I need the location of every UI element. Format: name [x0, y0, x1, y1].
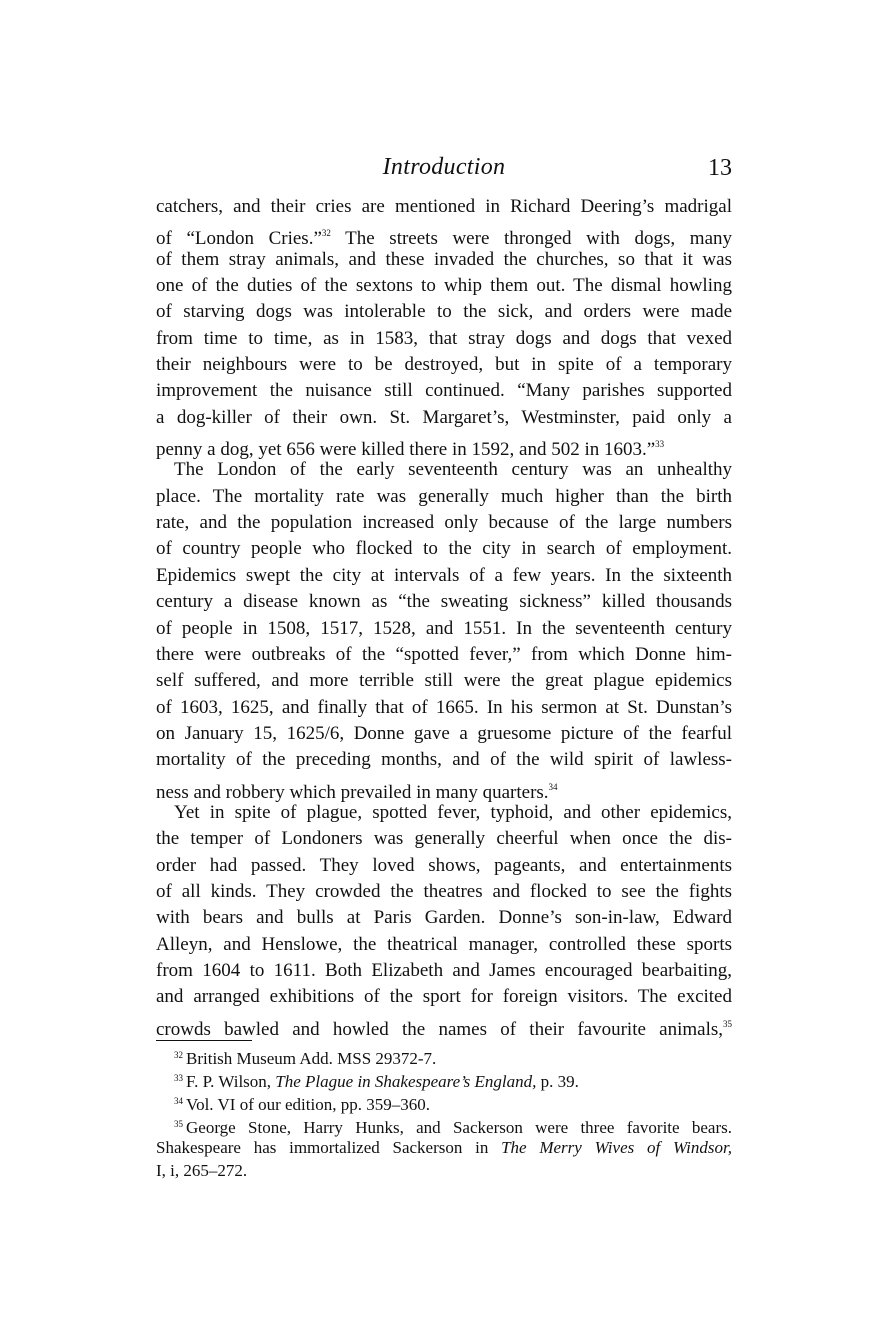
- line-text: a dog-killer of their own. St. Margaret’s, Westminster, paid only a: [156, 406, 732, 428]
- footnote-text: British Museum Add. MSS 29372-7.: [186, 1049, 437, 1068]
- text-line: [156, 536, 732, 562]
- footnotes: [156, 1044, 732, 1182]
- footnote-32: [156, 1044, 732, 1067]
- line-text: their neighbours were to be destroyed, but in spite of a temporary: [156, 354, 732, 376]
- text-line: [156, 642, 732, 668]
- line-text: from time to time, as in 1583, that stray dogs and dogs that vexed: [156, 327, 732, 349]
- footnote-35-continued: [156, 1136, 732, 1159]
- footnote-mark: 34: [174, 1096, 183, 1106]
- text-line: [156, 826, 732, 852]
- line-text: of starving dogs was intolerable to the sick, and orders were made: [156, 301, 732, 323]
- text-line: [156, 299, 732, 325]
- text-line: [156, 932, 732, 958]
- footnote-34: [156, 1090, 732, 1113]
- line-text: mortality of the preceding months, and of the wild spirit of lawless-: [156, 749, 732, 771]
- line-text: of them stray animals, and these invaded the churches, so that it was: [156, 248, 732, 270]
- text-line: [156, 800, 732, 826]
- line-text: Yet in spite of plague, spotted fever, typhoid, and other epidemics,: [174, 801, 732, 823]
- text-line: [156, 905, 732, 931]
- text-line: [156, 326, 732, 352]
- text-line: [156, 563, 732, 589]
- line-text: and arranged exhibitions of the sport for foreign visitors. The excited: [156, 986, 732, 1008]
- text-line: [156, 747, 732, 773]
- footnote-mark: 32: [174, 1050, 183, 1060]
- line-text: of 1603, 1625, and finally that of 1665. In his sermon at St. Dunstan’s: [156, 696, 732, 718]
- footnote-rule: [156, 1040, 252, 1041]
- text-line: [156, 510, 732, 536]
- footnote-mark: 35: [174, 1119, 183, 1129]
- line-text: Alleyn, and Henslowe, the theatrical manager, controlled these sports: [156, 933, 732, 955]
- text-line: [156, 484, 732, 510]
- running-head: [156, 154, 732, 186]
- footnote-reference: 32: [321, 228, 331, 239]
- running-head-title: Introduction: [382, 154, 506, 180]
- text-line: [156, 668, 732, 694]
- footnote-text: p. 39.: [536, 1072, 579, 1091]
- text-line: [156, 721, 732, 747]
- line-text: on January 15, 1625/6, Donne gave a gruesome picture of the fearful: [156, 722, 732, 744]
- text-line: [156, 194, 732, 220]
- page-number: 13: [708, 155, 732, 181]
- footnote-text: F. P. Wilson,: [186, 1072, 276, 1091]
- footnote-book-title: The Merry Wives of Windsor,: [501, 1138, 732, 1157]
- text-line: [156, 1011, 732, 1040]
- line-text: improvement the nuisance still continued. “Many parishes supported: [156, 380, 732, 402]
- footnote-35: [156, 1113, 732, 1136]
- line-text: place. The mortality rate was generally much higher than the birth: [156, 485, 732, 507]
- text-line: [156, 405, 732, 431]
- line-text: of people in 1508, 1517, 1528, and 1551. In the seventeenth century: [156, 617, 732, 639]
- line-text: penny a dog, yet 656 were killed there in 1592, and 502 in 1603.”: [156, 439, 656, 461]
- line-text: of country people who flocked to the city in search of employment.: [156, 538, 732, 560]
- footnote-reference: 33: [655, 439, 665, 450]
- text-line: [156, 352, 732, 378]
- line-text: self suffered, and more terrible still were the great plague epidemics: [156, 670, 732, 692]
- line-text: order had passed. They loved shows, pageants, and entertainments: [156, 854, 732, 876]
- line-text: with bears and bulls at Paris Garden. Donne’s son-in-law, Edward: [156, 907, 732, 929]
- text-line: [156, 695, 732, 721]
- line-text: of all kinds. They crowded the theatres and flocked to see the fights: [156, 880, 732, 902]
- footnote-text: George Stone, Harry Hunks, and Sackerson were three favorite bears.: [186, 1118, 732, 1137]
- footnote-mark: 33: [174, 1073, 183, 1083]
- line-text: ness and robbery which prevailed in many quarters.: [156, 781, 549, 803]
- line-text: from 1604 to 1611. Both Elizabeth and James encouraged bearbaiting,: [156, 959, 732, 981]
- line-text: one of the duties of the sextons to whip them out. The dismal howling: [156, 275, 732, 297]
- footnote-text: Vol. VI of our edition, pp. 359–360.: [186, 1095, 430, 1114]
- line-text: the temper of Londoners was generally cheerful when once the dis-: [156, 828, 732, 850]
- text-line: [156, 616, 732, 642]
- text-line: [156, 958, 732, 984]
- text-line: [156, 220, 733, 250]
- footnote-33: [156, 1067, 732, 1090]
- line-text: The London of the early seventeenth century was an unhealthy: [174, 459, 732, 481]
- line-text: catchers, and their cries are mentioned in Richard Deering’s madrigal: [156, 196, 732, 217]
- text-line: [156, 853, 732, 879]
- footnote-35-continued: [156, 1159, 732, 1182]
- line-text: there were outbreaks of the “spotted fever,” from which Donne him-: [156, 643, 732, 665]
- text-line: [156, 431, 732, 461]
- line-text: crowds bawled and howled the names of their favourite animals,: [156, 1018, 723, 1040]
- text-line: [156, 273, 732, 299]
- text-line: [156, 378, 732, 404]
- line-text: of “London Cries.”: [156, 228, 322, 250]
- text-line: [156, 247, 732, 273]
- line-text: The streets were thronged with dogs, many: [330, 228, 733, 250]
- line-text: rate, and the population increased only because of the large numbers: [156, 512, 732, 534]
- footnote-reference: 35: [723, 1018, 732, 1029]
- line-text: century a disease known as “the sweating sickness” killed thousands: [156, 591, 732, 613]
- footnote-book-title: The Plague in Shakespeare’s England,: [275, 1072, 537, 1091]
- text-line: [156, 774, 732, 803]
- footnote-reference: 34: [548, 781, 558, 792]
- footnote-text: Shakespeare has immortalized Sackerson in: [156, 1138, 502, 1157]
- footnote-text: I, i, 265–272.: [156, 1161, 248, 1180]
- body-text: [156, 194, 733, 1040]
- text-line: [156, 984, 732, 1010]
- text-line: [156, 879, 732, 905]
- text-line: [156, 457, 732, 483]
- text-line: [156, 589, 732, 615]
- line-text: Epidemics swept the city at intervals of a few years. In the sixteenth: [156, 564, 732, 586]
